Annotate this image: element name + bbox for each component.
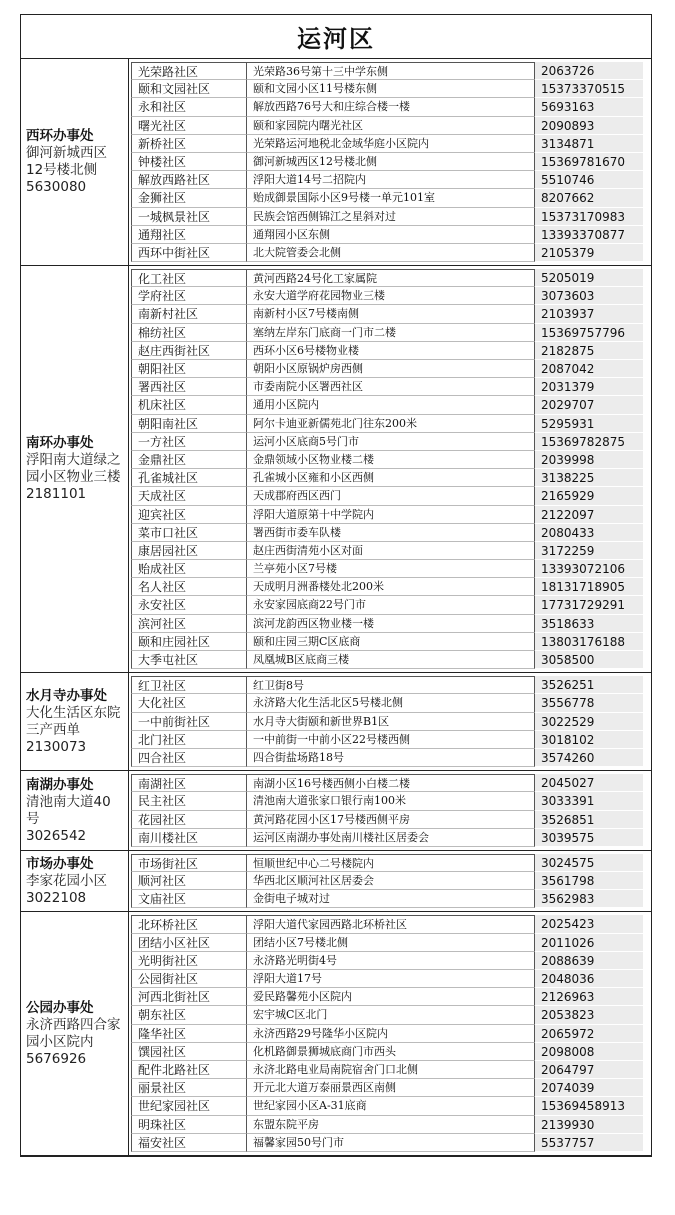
- office-phone: 2130073: [26, 738, 87, 755]
- office-info: [21, 266, 129, 672]
- office-list: [21, 59, 651, 1156]
- community-phone: 2039998: [535, 451, 643, 469]
- table-row: [129, 396, 651, 414]
- community-phone: 3024575: [535, 854, 643, 872]
- community-name: 团结小区社区: [131, 934, 247, 952]
- community-address: 华西北区顺河社区居委会: [247, 872, 535, 890]
- community-address: 朝阳小区原锅炉房西侧: [247, 360, 535, 378]
- office-address: 永济西路四合家园小区院内: [26, 1016, 121, 1050]
- community-name: 永安社区: [131, 596, 247, 614]
- office-name: 南湖办事处: [26, 776, 94, 793]
- community-address: 颐和文园小区11号楼东侧: [247, 80, 535, 98]
- community-name: 福安社区: [131, 1134, 247, 1152]
- table-row: [129, 415, 651, 433]
- office-info: [21, 673, 129, 770]
- community-name: 棉纺社区: [131, 324, 247, 342]
- community-phone: 2122097: [535, 506, 643, 524]
- community-address: 黄河路花园小区17号楼西侧平房: [247, 811, 535, 829]
- community-address: 颐和庄园三期C区底商: [247, 633, 535, 651]
- community-name: 一方社区: [131, 433, 247, 451]
- community-address: 永济路光明街4号: [247, 952, 535, 970]
- community-address: 西环小区6号楼物业楼: [247, 342, 535, 360]
- community-phone: 2065972: [535, 1025, 643, 1043]
- community-name: 署西社区: [131, 378, 247, 396]
- community-address: 兰亭苑小区7号楼: [247, 560, 535, 578]
- table-row: [129, 1025, 651, 1043]
- community-phone: 15373370515: [535, 80, 643, 98]
- table-row: [129, 676, 651, 694]
- community-phone: 2165929: [535, 487, 643, 505]
- office-block: [21, 673, 651, 771]
- community-name: 馔园社区: [131, 1043, 247, 1061]
- community-phone: 2090893: [535, 117, 643, 135]
- office-name: 公园办事处: [26, 999, 94, 1016]
- community-phone: 2011026: [535, 934, 643, 952]
- table-row: [129, 774, 651, 792]
- community-phone: 3574260: [535, 749, 643, 767]
- community-address: 南新村小区7号楼南侧: [247, 305, 535, 323]
- community-name: 红卫社区: [131, 676, 247, 694]
- table-row: [129, 542, 651, 560]
- community-name: 四合社区: [131, 749, 247, 767]
- table-row: [129, 324, 651, 342]
- community-name: 河西北街社区: [131, 988, 247, 1006]
- community-phone: 2053823: [535, 1006, 643, 1024]
- table-row: [129, 80, 651, 98]
- community-address: 浮阳大道原第十中学院内: [247, 506, 535, 524]
- community-phone: 5693163: [535, 98, 643, 116]
- community-phone: 3138225: [535, 469, 643, 487]
- community-phone: 2139930: [535, 1116, 643, 1134]
- community-phone: 2029707: [535, 396, 643, 414]
- table-row: [129, 360, 651, 378]
- office-phone: 3022108: [26, 889, 87, 906]
- table-row: [129, 988, 651, 1006]
- community-phone: 3172259: [535, 542, 643, 560]
- office-info: [21, 59, 129, 265]
- community-name: 西环中街社区: [131, 244, 247, 262]
- community-phone: 5295931: [535, 415, 643, 433]
- community-address: 金鼎领域小区物业楼二楼: [247, 451, 535, 469]
- community-phone: 2031379: [535, 378, 643, 396]
- table-row: [129, 952, 651, 970]
- community-phone: 15369782875: [535, 433, 643, 451]
- community-address: 北大院管委会北侧: [247, 244, 535, 262]
- community-phone: 3033391: [535, 792, 643, 810]
- community-address: 孔雀城小区雍和小区西侧: [247, 469, 535, 487]
- community-name: 南新村社区: [131, 305, 247, 323]
- table-row: [129, 1134, 651, 1152]
- community-name: 天成社区: [131, 487, 247, 505]
- community-phone: 3134871: [535, 135, 643, 153]
- table-row: [129, 117, 651, 135]
- community-address: 赵庄西街清苑小区对面: [247, 542, 535, 560]
- community-address: 塞纳左岸东门底商一门市二楼: [247, 324, 535, 342]
- community-address: 浮阳大道代家园西路北环桥社区: [247, 915, 535, 933]
- table-row: [129, 506, 651, 524]
- table-row: [129, 1116, 651, 1134]
- office-block: [21, 266, 651, 673]
- community-phone: 2182875: [535, 342, 643, 360]
- table-row: [129, 560, 651, 578]
- community-name: 光明街社区: [131, 952, 247, 970]
- community-name: 菜市口社区: [131, 524, 247, 542]
- community-name: 康居园社区: [131, 542, 247, 560]
- community-address: 滨河龙韵西区物业楼一楼: [247, 615, 535, 633]
- table-row: [129, 305, 651, 323]
- community-phone: 3562983: [535, 890, 643, 908]
- table-row: [129, 244, 651, 262]
- community-rows: [129, 266, 651, 672]
- table-row: [129, 651, 651, 669]
- community-rows: [129, 771, 651, 850]
- community-address: 贻成御景国际小区9号楼一单元101室: [247, 189, 535, 207]
- community-address: 运河区南湖办事处南川楼社区居委会: [247, 829, 535, 847]
- community-phone: 5205019: [535, 269, 643, 287]
- office-address: 御河新城西区12号楼北侧: [26, 145, 107, 179]
- table-row: [129, 524, 651, 542]
- community-name: 市场街社区: [131, 854, 247, 872]
- community-phone: 8207662: [535, 189, 643, 207]
- table-row: [129, 1043, 651, 1061]
- community-address: 浮阳大道14号二招院内: [247, 171, 535, 189]
- community-name: 颐和庄园社区: [131, 633, 247, 651]
- community-address: 通用小区院内: [247, 396, 535, 414]
- community-name: 迎宾社区: [131, 506, 247, 524]
- community-rows: [129, 673, 651, 770]
- office-phone: 5630080: [26, 179, 87, 196]
- community-name: 化工社区: [131, 269, 247, 287]
- office-address: 清池南大道40号: [26, 793, 111, 827]
- community-address: 东盟东院平房: [247, 1116, 535, 1134]
- community-address: 恒顺世纪中心二号楼院内: [247, 854, 535, 872]
- table-row: [129, 811, 651, 829]
- community-phone: 13393072106: [535, 560, 643, 578]
- community-phone: 2080433: [535, 524, 643, 542]
- community-name: 朝东社区: [131, 1006, 247, 1024]
- community-name: 一城枫景社区: [131, 208, 247, 226]
- community-name: 丽景社区: [131, 1079, 247, 1097]
- table-row: [129, 915, 651, 933]
- community-address: 署西街市委车队楼: [247, 524, 535, 542]
- community-address: 红卫街8号: [247, 676, 535, 694]
- table-row: [129, 829, 651, 847]
- community-phone: 2074039: [535, 1079, 643, 1097]
- community-name: 配件北路社区: [131, 1061, 247, 1079]
- table-row: [129, 731, 651, 749]
- table-row: [129, 792, 651, 810]
- office-block: [21, 771, 651, 851]
- table-row: [129, 487, 651, 505]
- community-address: 黄河西路24号化工家属院: [247, 269, 535, 287]
- community-phone: 2087042: [535, 360, 643, 378]
- table-row: [129, 226, 651, 244]
- office-name: 西环办事处: [26, 128, 94, 145]
- community-address: 一中前街一中前小区22号楼西侧: [247, 731, 535, 749]
- table-row: [129, 1061, 651, 1079]
- table-row: [129, 890, 651, 908]
- community-address: 天成明月洲番楼处北200米: [247, 578, 535, 596]
- community-phone: 3018102: [535, 731, 643, 749]
- community-phone: 15369781670: [535, 153, 643, 171]
- community-address: 光荣路运河地税北金域华庭小区院内: [247, 135, 535, 153]
- community-name: 解放西路社区: [131, 171, 247, 189]
- community-phone: 13803176188: [535, 633, 643, 651]
- table-row: [129, 633, 651, 651]
- community-address: 凤凰城B区底商三楼: [247, 651, 535, 669]
- table-row: [129, 1079, 651, 1097]
- community-address: 南湖小区16号楼西侧小白楼二楼: [247, 774, 535, 792]
- community-name: 曙光社区: [131, 117, 247, 135]
- table-row: [129, 433, 651, 451]
- community-name: 赵庄西街社区: [131, 342, 247, 360]
- community-phone: 3526251: [535, 676, 643, 694]
- community-rows: [129, 912, 651, 1154]
- office-phone: 5676926: [26, 1050, 87, 1067]
- community-address: 市委南院小区署西社区: [247, 378, 535, 396]
- community-name: 名人社区: [131, 578, 247, 596]
- community-name: 朝阳社区: [131, 360, 247, 378]
- community-name: 南湖社区: [131, 774, 247, 792]
- community-name: 北门社区: [131, 731, 247, 749]
- office-info: [21, 771, 129, 850]
- community-name: 滨河社区: [131, 615, 247, 633]
- table-row: [129, 342, 651, 360]
- community-name: 民主社区: [131, 792, 247, 810]
- community-phone: 17731729291: [535, 596, 643, 614]
- community-address: 通翔园小区东侧: [247, 226, 535, 244]
- table-row: [129, 451, 651, 469]
- community-name: 南川楼社区: [131, 829, 247, 847]
- community-address: 清池南大道张家口银行南100米: [247, 792, 535, 810]
- community-phone: 2098008: [535, 1043, 643, 1061]
- community-name: 光荣路社区: [131, 62, 247, 80]
- community-phone: 18131718905: [535, 578, 643, 596]
- community-address: 宏宇城C区北门: [247, 1006, 535, 1024]
- community-name: 隆华社区: [131, 1025, 247, 1043]
- community-phone: 15369757796: [535, 324, 643, 342]
- community-name: 钟楼社区: [131, 153, 247, 171]
- district-table: [20, 14, 652, 1157]
- community-address: 御河新城西区12号楼北侧: [247, 153, 535, 171]
- table-row: [129, 970, 651, 988]
- community-address: 阿尔卡迪亚新儒苑北门往东200米: [247, 415, 535, 433]
- community-name: 大化社区: [131, 694, 247, 712]
- community-phone: 2063726: [535, 62, 643, 80]
- community-phone: 13393370877: [535, 226, 643, 244]
- community-name: 通翔社区: [131, 226, 247, 244]
- community-phone: 5510746: [535, 171, 643, 189]
- community-name: 金狮社区: [131, 189, 247, 207]
- office-block: [21, 851, 651, 913]
- community-address: 颐和家园院内曙光社区: [247, 117, 535, 135]
- district-title: 运河区: [21, 15, 651, 59]
- community-address: 民族会馆西侧锦江之星斜对过: [247, 208, 535, 226]
- table-row: [129, 189, 651, 207]
- community-phone: 3556778: [535, 694, 643, 712]
- community-phone: 3058500: [535, 651, 643, 669]
- office-address: 李家花园小区: [26, 872, 107, 889]
- table-row: [129, 287, 651, 305]
- community-name: 颐和文园社区: [131, 80, 247, 98]
- table-row: [129, 872, 651, 890]
- community-address: 永济北路电业局南院宿舍门口北侧: [247, 1061, 535, 1079]
- community-name: 永和社区: [131, 98, 247, 116]
- community-phone: 3022529: [535, 713, 643, 731]
- community-phone: 2126963: [535, 988, 643, 1006]
- community-phone: 5537757: [535, 1134, 643, 1152]
- community-rows: [129, 851, 651, 912]
- community-name: 孔雀城社区: [131, 469, 247, 487]
- community-name: 金鼎社区: [131, 451, 247, 469]
- office-info: [21, 851, 129, 912]
- office-address: 大化生活区东院三产西单: [26, 704, 121, 738]
- community-name: 一中前街社区: [131, 713, 247, 731]
- office-block: [21, 912, 651, 1155]
- table-row: [129, 135, 651, 153]
- community-phone: 2103937: [535, 305, 643, 323]
- community-address: 金街电子城对过: [247, 890, 535, 908]
- table-row: [129, 171, 651, 189]
- community-phone: 3518633: [535, 615, 643, 633]
- table-row: [129, 615, 651, 633]
- table-row: [129, 208, 651, 226]
- community-address: 解放西路76号大和庄综合楼一楼: [247, 98, 535, 116]
- community-phone: 2064797: [535, 1061, 643, 1079]
- community-phone: 2088639: [535, 952, 643, 970]
- community-phone: 3039575: [535, 829, 643, 847]
- table-row: [129, 98, 651, 116]
- table-row: [129, 62, 651, 80]
- table-row: [129, 1006, 651, 1024]
- table-row: [129, 694, 651, 712]
- community-address: 永安家园底商22号门市: [247, 596, 535, 614]
- community-phone: 2045027: [535, 774, 643, 792]
- community-address: 爱民路馨苑小区院内: [247, 988, 535, 1006]
- community-name: 明珠社区: [131, 1116, 247, 1134]
- community-phone: 3561798: [535, 872, 643, 890]
- community-address: 化机路御景狮城底商门市西头: [247, 1043, 535, 1061]
- table-row: [129, 934, 651, 952]
- table-row: [129, 269, 651, 287]
- office-name: 南环办事处: [26, 435, 94, 452]
- community-name: 学府社区: [131, 287, 247, 305]
- community-rows: [129, 59, 651, 265]
- community-name: 文庙社区: [131, 890, 247, 908]
- office-name: 水月寺办事处: [26, 687, 107, 704]
- community-name: 朝阳南社区: [131, 415, 247, 433]
- table-row: [129, 469, 651, 487]
- community-address: 运河小区底商5号门市: [247, 433, 535, 451]
- community-address: 永安大道学府花园物业三楼: [247, 287, 535, 305]
- table-row: [129, 713, 651, 731]
- community-phone: 2048036: [535, 970, 643, 988]
- community-address: 天成郡府西区西门: [247, 487, 535, 505]
- community-name: 新桥社区: [131, 135, 247, 153]
- community-name: 花园社区: [131, 811, 247, 829]
- community-address: 水月寺大街颐和新世界B1区: [247, 713, 535, 731]
- office-phone: 3026542: [26, 827, 87, 844]
- community-address: 四合街盐场路18号: [247, 749, 535, 767]
- community-name: 世纪家园社区: [131, 1097, 247, 1115]
- table-row: [129, 378, 651, 396]
- table-row: [129, 1097, 651, 1115]
- community-name: 顺河社区: [131, 872, 247, 890]
- office-info: [21, 912, 129, 1154]
- office-address: 浮阳南大道绿之园小区物业三楼: [26, 452, 121, 486]
- community-phone: 2105379: [535, 244, 643, 262]
- community-name: 大季屯社区: [131, 651, 247, 669]
- community-name: 机床社区: [131, 396, 247, 414]
- community-address: 福馨家园50号门市: [247, 1134, 535, 1152]
- community-name: 北环桥社区: [131, 915, 247, 933]
- table-row: [129, 749, 651, 767]
- office-block: [21, 59, 651, 266]
- table-row: [129, 153, 651, 171]
- community-phone: 3073603: [535, 287, 643, 305]
- community-name: 贻成社区: [131, 560, 247, 578]
- community-phone: 15369458913: [535, 1097, 643, 1115]
- office-phone: 2181101: [26, 486, 87, 503]
- community-name: 公园街社区: [131, 970, 247, 988]
- office-name: 市场办事处: [26, 855, 94, 872]
- community-phone: 15373170983: [535, 208, 643, 226]
- community-address: 团结小区7号楼北侧: [247, 934, 535, 952]
- community-phone: 3526851: [535, 811, 643, 829]
- community-address: 光荣路36号第十三中学东侧: [247, 62, 535, 80]
- community-address: 浮阳大道17号: [247, 970, 535, 988]
- community-address: 永济西路29号隆华小区院内: [247, 1025, 535, 1043]
- table-row: [129, 578, 651, 596]
- table-row: [129, 596, 651, 614]
- community-address: 永济路大化生活北区5号楼北侧: [247, 694, 535, 712]
- community-address: 世纪家园小区A-31底商: [247, 1097, 535, 1115]
- table-row: [129, 854, 651, 872]
- community-phone: 2025423: [535, 915, 643, 933]
- community-address: 开元北大道万泰丽景西区南侧: [247, 1079, 535, 1097]
